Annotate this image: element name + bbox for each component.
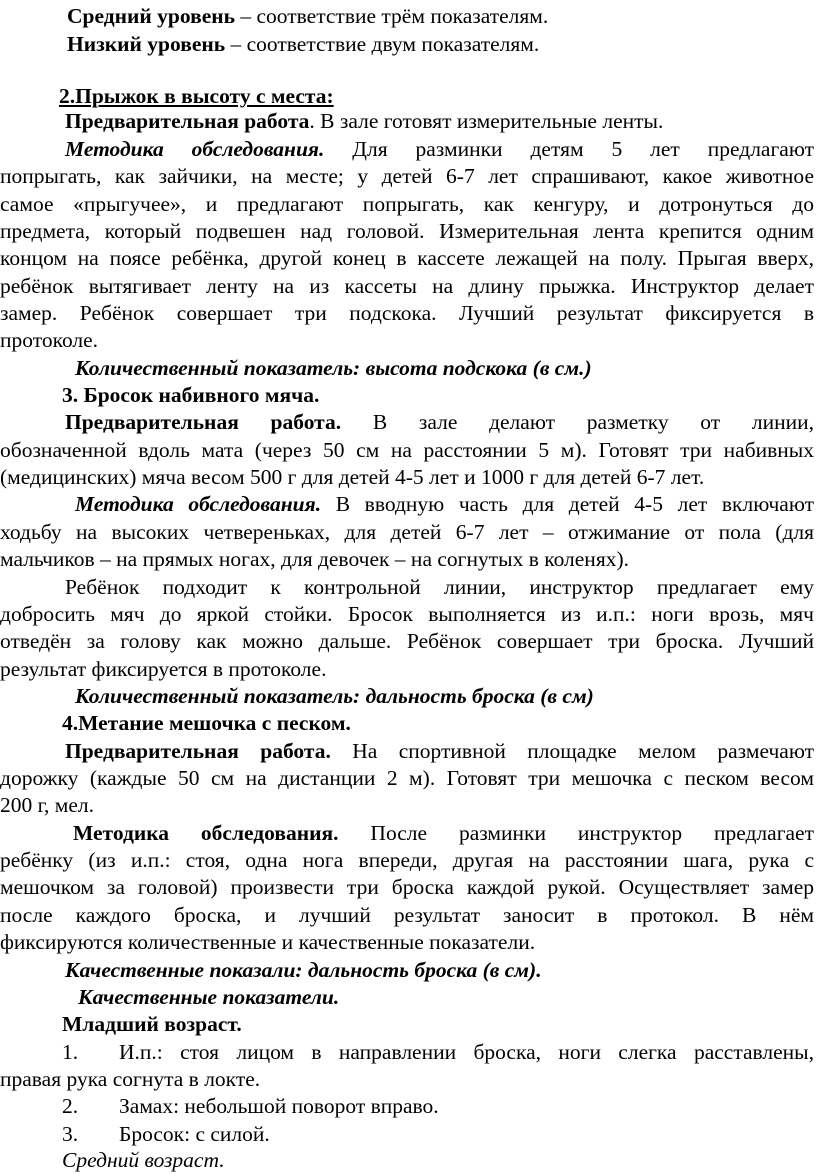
paragraph-line: попрыгать, как зайчики, на месте; у детей 6-7 лет спрашивают, какое животное — [0, 164, 814, 188]
bag-method-line: Методика обследования. После разминки инструктор предлагает — [73, 821, 814, 845]
level-medium-line: Средний уровень – соответствие трём показателям. — [67, 4, 549, 28]
paragraph-line: концом на поясе ребёнка, другой конец в кассете лежащей на полу. Прыгая вверх, — [0, 246, 814, 270]
paragraph-line: (медицинских) мяча весом 500 г для детей 4-5 лет и 1000 г для детей 6-7 лет. — [0, 465, 705, 489]
paragraph-line: ребёнку (из и.п.: стоя, одна нога впереди, другая на расстоянии шага, рука с — [0, 848, 814, 872]
ball-indicator: Количественный показатель: дальность броска (в см) — [75, 684, 594, 708]
level-low-term: Низкий уровень — [67, 32, 226, 56]
paragraph-line: Ребёнок подходит к контрольной линии, инструктор предлагает ему — [65, 575, 814, 599]
qualitative-heading: Качественные показатели. — [78, 985, 340, 1009]
age-heading-middle: Средний возраст. — [62, 1148, 225, 1172]
bag-prep-line: Предварительная работа. На спортивной площадке мелом размечают — [65, 739, 814, 763]
prep-label: Предварительная работа — [65, 109, 310, 133]
list-number: 1. — [62, 1040, 79, 1064]
section-heading-jump: 2.Прыжок в высоту с места: — [59, 84, 334, 108]
paragraph-line: отведён за голову как можно дальше. Ребёнок совершает три броска. Лучший — [0, 629, 814, 653]
paragraph-line: мальчиков – на прямых ногах, для девочек – на согнутых в коленях). — [0, 547, 629, 571]
jump-indicator: Количественный показатель: высота подскока (в см.) — [75, 356, 592, 380]
section-heading-ball: 3. Бросок набивного мяча. — [62, 383, 320, 407]
bag-indicator: Качественные показали: дальность броска (в см). — [65, 958, 542, 982]
section-heading-bag: 4.Метание мешочка с песком. — [62, 711, 351, 735]
paragraph-line: фиксируются количественные и качественные показатели. — [0, 930, 536, 954]
method-label: Методика обследования. — [75, 492, 322, 516]
ball-prep-line: Предварительная работа. В зале делают разметку от линии, — [65, 410, 815, 434]
level-medium-term: Средний уровень — [67, 4, 235, 28]
list-item: 1. И.п.: стоя лицом в направлении броска, ноги слегка расставлены, — [62, 1040, 814, 1064]
paragraph-line: результат фиксируется в протоколе. — [0, 657, 327, 681]
paragraph-line: 200 г, мел. — [0, 793, 95, 817]
paragraph-line: правая рука согнута в локте. — [0, 1067, 261, 1091]
paragraph-line: протоколе. — [0, 328, 99, 352]
paragraph-line: мешочком за головой) произвести три броска каждой рукой. Осуществляет замер — [0, 875, 814, 899]
ball-method-line: Методика обследования. В вводную часть для детей 4-5 лет включают — [75, 492, 814, 516]
list-number: 2. — [62, 1094, 79, 1118]
method-label: Методика обследования. — [73, 821, 339, 845]
prep-label: Предварительная работа. — [65, 739, 331, 763]
list-item: 3. Бросок: с силой. — [62, 1122, 270, 1146]
paragraph-line: после каждого броска, и лучший результат заносит в протокол. В нём — [0, 903, 814, 927]
paragraph-line: ребёнок вытягивает ленту на из кассеты на длину прыжка. Инструктор делает — [0, 274, 814, 298]
paragraph-line: добросить мяч до яркой стойки. Бросок выполняется из и.п.: ноги врозь, мяч — [0, 602, 814, 626]
paragraph-line: самое «прыгучее», и предлагают попрыгать, как кенгуру, и дотронуться до — [0, 192, 814, 216]
jump-prep-line: Предварительная работа. В зале готовят измерительные ленты. — [65, 109, 664, 133]
level-low-line: Низкий уровень – соответствие двум показателям. — [67, 32, 540, 56]
paragraph-line: обозначенной вдоль мата (через 50 см на расстоянии 5 м). Готовят три набивных — [0, 438, 814, 462]
age-heading-junior: Младший возраст. — [62, 1012, 242, 1036]
method-label: Методика обследования. — [65, 137, 325, 161]
paragraph-line: предмета, который подвешен над головой. Измерительная лента крепится одним — [0, 219, 814, 243]
paragraph-line: дорожку (каждые 50 см на дистанции 2 м). Готовят три мешочка с песком весом — [0, 766, 814, 790]
prep-label: Предварительная работа. — [65, 410, 342, 434]
jump-method-line: Методика обследования. Для разминки детям 5 лет предлагают — [65, 137, 814, 161]
list-number: 3. — [62, 1122, 79, 1146]
paragraph-line: ходьбу на высоких четвереньках, для детей 6-7 лет – отжимание от пола (для — [0, 520, 814, 544]
list-item: 2. Замах: небольшой поворот вправо. — [62, 1094, 439, 1118]
paragraph-line: замер. Ребёнок совершает три подскока. Лучший результат фиксируется в — [0, 301, 814, 325]
